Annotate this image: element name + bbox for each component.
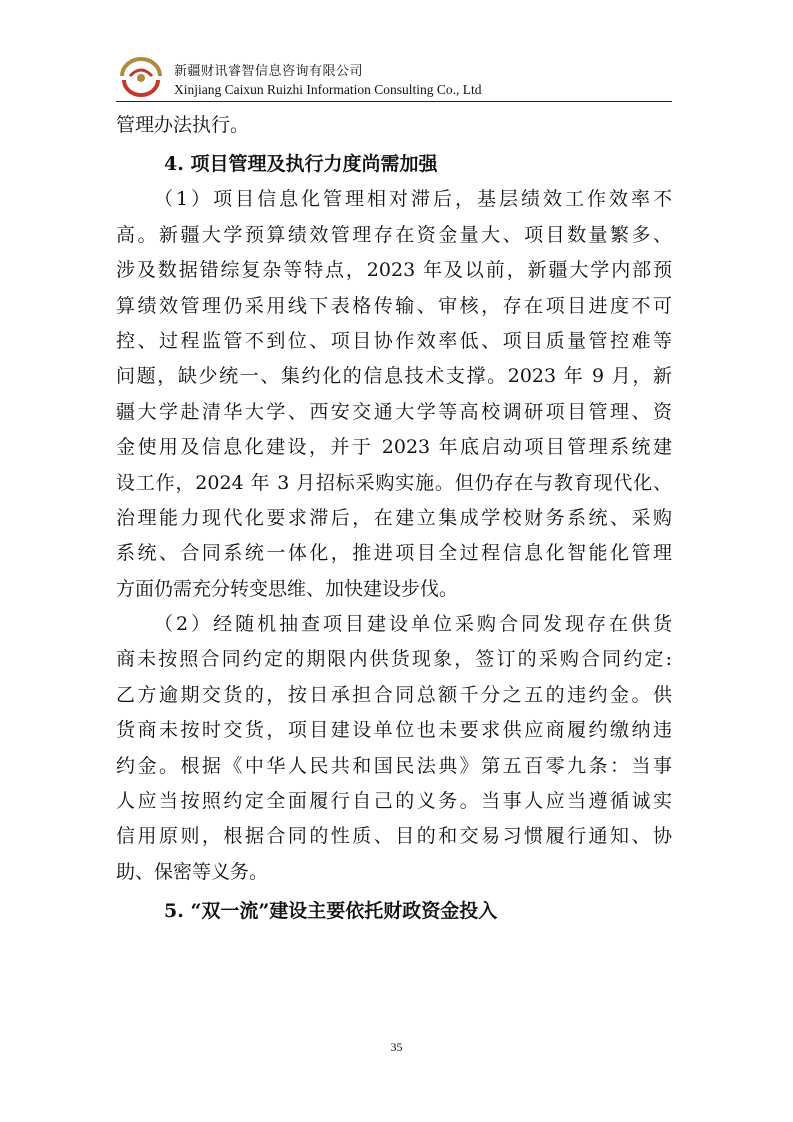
- text-line: 算绩效管理仍采用线下表格传输、审核，存在项目进度不可: [116, 294, 672, 317]
- text-line: 商未按照合同约定的期限内供货现象，签订的采购合同约定:: [116, 648, 672, 671]
- company-name-chinese: 新疆财讯睿智信息咨询有限公司: [174, 64, 364, 79]
- header-divider: [116, 101, 672, 102]
- page-number: 35: [390, 1040, 403, 1054]
- text-line: 乙方逾期交货的，按日承担合同总额千分之五的违约金。供: [116, 683, 672, 706]
- text-line: 管理办法执行。: [116, 114, 250, 136]
- text-line: 设工作，2024 年 3 月招标采购实施。但仍存在与教育现代化、: [116, 471, 672, 494]
- text-line: 问题，缺少统一、集约化的信息技术支撑。2023 年 9 月，新: [116, 365, 672, 388]
- text-line: 控、过程监管不到位、项目协作效率低、项目质量管控难等: [116, 329, 672, 352]
- text-line: 系统、合同系统一体化，推进项目全过程信息化智能化管理: [116, 542, 672, 565]
- text-line: 方面仍需充分转变思维、加快建设步伐。: [116, 577, 459, 600]
- text-line: 信用原则，根据合同的性质、目的和交易习惯履行通知、协: [116, 825, 672, 848]
- paragraph-first-line: （1）项目信息化管理相对滞后，基层绩效工作效率不: [154, 188, 672, 211]
- section-heading: 4. 项目管理及执行力度尚需加强: [164, 153, 438, 176]
- company-name-english: Xinjiang Caixun Ruizhi Information Consulting Co., Ltd: [174, 82, 482, 97]
- company-logo-icon: [116, 54, 166, 98]
- text-line: 治理能力现代化要求滞后，在建立集成学校财务系统、采购: [116, 506, 672, 529]
- paragraph-first-line: （2）经随机抽查项目建设单位采购合同发现存在供货: [154, 613, 672, 636]
- document-body: [116, 108, 672, 929]
- section-heading: 5. “双一流”建设主要依托财政资金投入: [164, 900, 498, 923]
- text-line: 约金。根据《中华人民共和国民法典》第五百零九条：当事: [116, 754, 672, 777]
- document-header: [116, 52, 672, 102]
- text-line: 疆大学赴清华大学、西安交通大学等高校调研项目管理、资: [116, 400, 672, 423]
- text-line: 涉及数据错综复杂等特点，2023 年及以前，新疆大学内部预: [116, 259, 672, 282]
- text-line: 货商未按时交货，项目建设单位也未要求供应商履约缴纳违: [116, 719, 672, 742]
- text-line: 助、保密等义务。: [116, 860, 269, 883]
- text-line: 金使用及信息化建设，并于 2023 年底启动项目管理系统建: [116, 436, 672, 459]
- text-line: 高。新疆大学预算绩效管理存在资金量大、项目数量繁多、: [116, 223, 672, 246]
- text-line: 人应当按照约定全面履行自己的义务。当事人应当遵循诚实: [116, 790, 672, 813]
